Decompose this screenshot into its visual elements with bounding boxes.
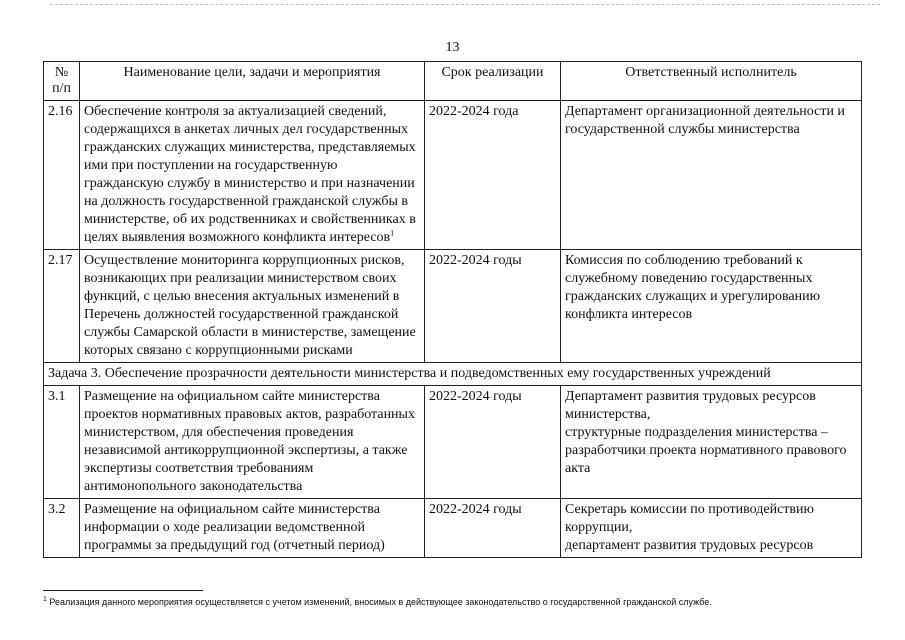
- executor-line: Комиссия по соблюдению требований к служебному поведению государственных гражданских служащих и урегулированию конфликта интересов: [565, 253, 821, 322]
- row-name: Осуществление мониторинга коррупционных рисков, возникающих при реализации министерством своих функций, с целью внесения актуальных изменений в Перечень должностей государственной гражданской службы Самарской области в министерстве, замещение которых связано с коррупционными рисками: [80, 250, 425, 363]
- row-term: 2022-2024 годы: [425, 386, 561, 499]
- row-num: 2.17: [44, 250, 80, 363]
- footnote-ref: 1: [390, 228, 395, 238]
- executor-line: структурные подразделения министерства – разработчики проекта нормативного правового акта: [565, 425, 847, 476]
- row-executor: [561, 250, 862, 363]
- table-row: [44, 250, 862, 363]
- executor-line: Департамент организационной деятельности и государственной службы министерства: [565, 104, 845, 137]
- header-num-line2: п/п: [52, 81, 71, 96]
- header-term: Срок реализации: [425, 62, 561, 101]
- executor-line: Секретарь комиссии по противодействию коррупции,: [565, 502, 814, 535]
- row-executor: [561, 101, 862, 250]
- section-heading: Задача 3. Обеспечение прозрачности деятельности министерства и подведомственных ему государственных учреждений: [44, 363, 862, 386]
- table-row: [44, 499, 862, 558]
- row-term: 2022-2024 годы: [425, 250, 561, 363]
- measures-table: [43, 61, 862, 558]
- row-executor: [561, 386, 862, 499]
- row-executor: [561, 499, 862, 558]
- header-name: Наименование цели, задачи и мероприятия: [80, 62, 425, 101]
- row-num: 3.1: [44, 386, 80, 499]
- footnote-marker: 1: [43, 596, 47, 603]
- row-num: 3.2: [44, 499, 80, 558]
- executor-line: департамент развития трудовых ресурсов: [565, 538, 814, 553]
- row-name: Размещение на официальном сайте министерства проектов нормативных правовых актов, разработанных министерством, для обеспечения проведения независимой антикоррупционной экспертизы, а также экспертизы соответствия требованиям антимонопольного законодательства: [80, 386, 425, 499]
- header-executor: Ответственный исполнитель: [561, 62, 862, 101]
- row-term: 2022-2024 года: [425, 101, 561, 250]
- row-name: [80, 101, 425, 250]
- header-num: [44, 62, 80, 101]
- section-row: [44, 363, 862, 386]
- footnote: [43, 596, 873, 608]
- footnote-text: Реализация данного мероприятия осуществляется с учетом изменений, вносимых в действующее законодательство о государственной гражданской службе.: [49, 597, 712, 607]
- executor-line: Департамент развития трудовых ресурсов министерства,: [565, 389, 816, 422]
- row-term: 2022-2024 годы: [425, 499, 561, 558]
- table-row: [44, 101, 862, 250]
- scan-edge-line: [50, 4, 880, 5]
- row-name-text: Обеспечение контроля за актуализацией сведений, содержащихся в анкетах личных дел государственных гражданских служащих министерства, представляемых ими при поступлении на государственную гражданскую службу в министерство и при назначении на должность государственной гражданской службы в министерстве, об их родственниках и свойственниках в целях выявления возможного конфликта интересов: [84, 104, 416, 245]
- page-number: 13: [445, 40, 460, 55]
- table-row: [44, 386, 862, 499]
- header-num-line1: №: [54, 65, 69, 80]
- row-num: 2.16: [44, 101, 80, 250]
- row-name: Размещение на официальном сайте министерства информации о ходе реализации ведомственной программы за предыдущий год (отчетный период): [80, 499, 425, 558]
- footnote-separator: [43, 590, 203, 591]
- table-header-row: [44, 62, 862, 101]
